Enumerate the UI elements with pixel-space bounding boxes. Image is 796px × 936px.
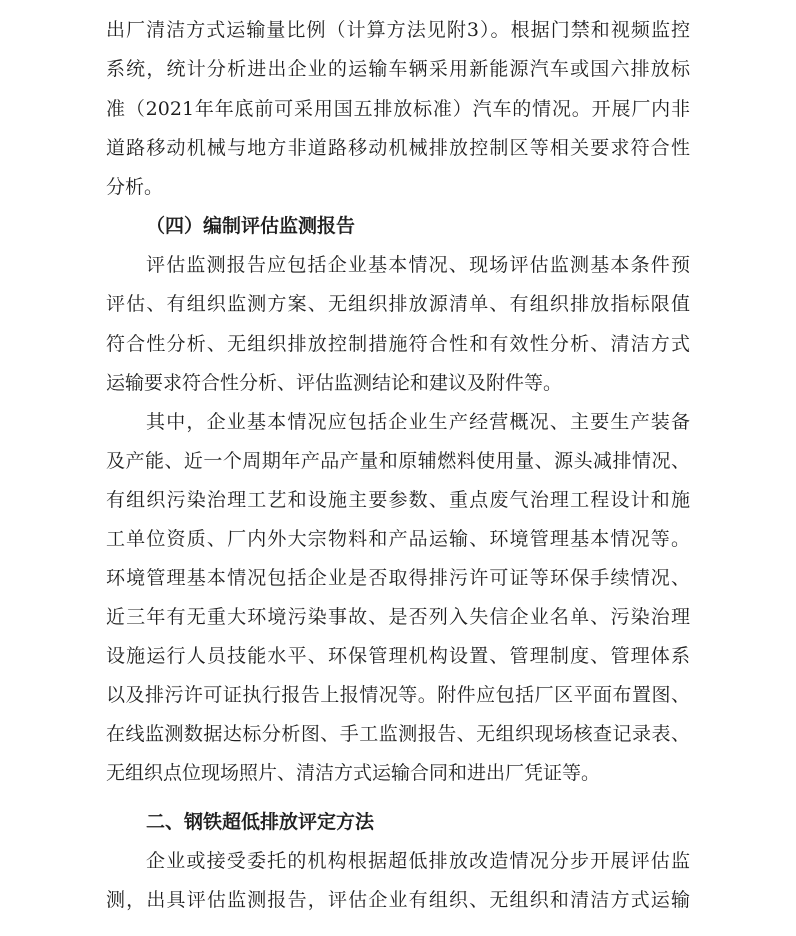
paragraph-line: 以及排污许可证执行报告上报情况等。附件应包括厂区平面布置图、 <box>106 684 690 706</box>
paragraph-line: 环境管理基本情况包括企业是否取得排污许可证等环保手续情况、 <box>106 567 690 589</box>
paragraph-line: 评估监测报告应包括企业基本情况、现场评估监测基本条件预 <box>146 254 690 276</box>
paragraph-line: 无组织点位现场照片、清洁方式运输合同和进出厂凭证等。 <box>106 762 601 784</box>
paragraph-line: 评估、有组织监测方案、无组织排放源清单、有组织排放指标限值 <box>106 293 690 315</box>
paragraph-line: 设施运行人员技能水平、环保管理机构设置、管理制度、管理体系 <box>106 645 690 667</box>
paragraph-line: 系统，统计分析进出企业的运输车辆采用新能源汽车或国六排放标 <box>106 58 690 80</box>
paragraph-line: 符合性分析、无组织排放控制措施符合性和有效性分析、清洁方式 <box>106 333 690 355</box>
paragraph-line: 出厂清洁方式运输量比例（计算方法见附3）。根据门禁和视频监控 <box>106 19 690 41</box>
section-heading: （四）编制评估监测报告 <box>146 215 356 237</box>
paragraph-line: 分析。 <box>106 176 164 198</box>
paragraph-line: 及产能、近一个周期年产品产量和原辅燃料使用量、源头减排情况、 <box>106 450 690 472</box>
paragraph-line: 近三年有无重大环境污染事故、是否列入失信企业名单、污染治理 <box>106 606 690 628</box>
paragraph-line: 准（2021年年底前可采用国五排放标准）汽车的情况。开展厂内非 <box>106 98 690 120</box>
chapter-heading: 二、钢铁超低排放评定方法 <box>146 811 375 833</box>
paragraph-line: 企业或接受委托的机构根据超低排放改造情况分步开展评估监 <box>146 850 690 872</box>
paragraph-line: 工单位资质、厂内外大宗物料和产品运输、环境管理基本情况等。 <box>106 528 690 550</box>
paragraph-line: 道路移动机械与地方非道路移动机械排放控制区等相关要求符合性 <box>106 137 690 159</box>
paragraph-line: 运输要求符合性分析、评估监测结论和建议及附件等。 <box>106 372 563 394</box>
paragraph-line: 测，出具评估监测报告，评估企业有组织、无组织和清洁方式运输 <box>106 889 690 911</box>
paragraph-line: 有组织污染治理工艺和设施主要参数、重点废气治理工程设计和施 <box>106 489 690 511</box>
paragraph-line: 在线监测数据达标分析图、手工监测报告、无组织现场核查记录表、 <box>106 723 690 745</box>
paragraph-line: 其中，企业基本情况应包括企业生产经营概况、主要生产装备 <box>146 411 690 433</box>
